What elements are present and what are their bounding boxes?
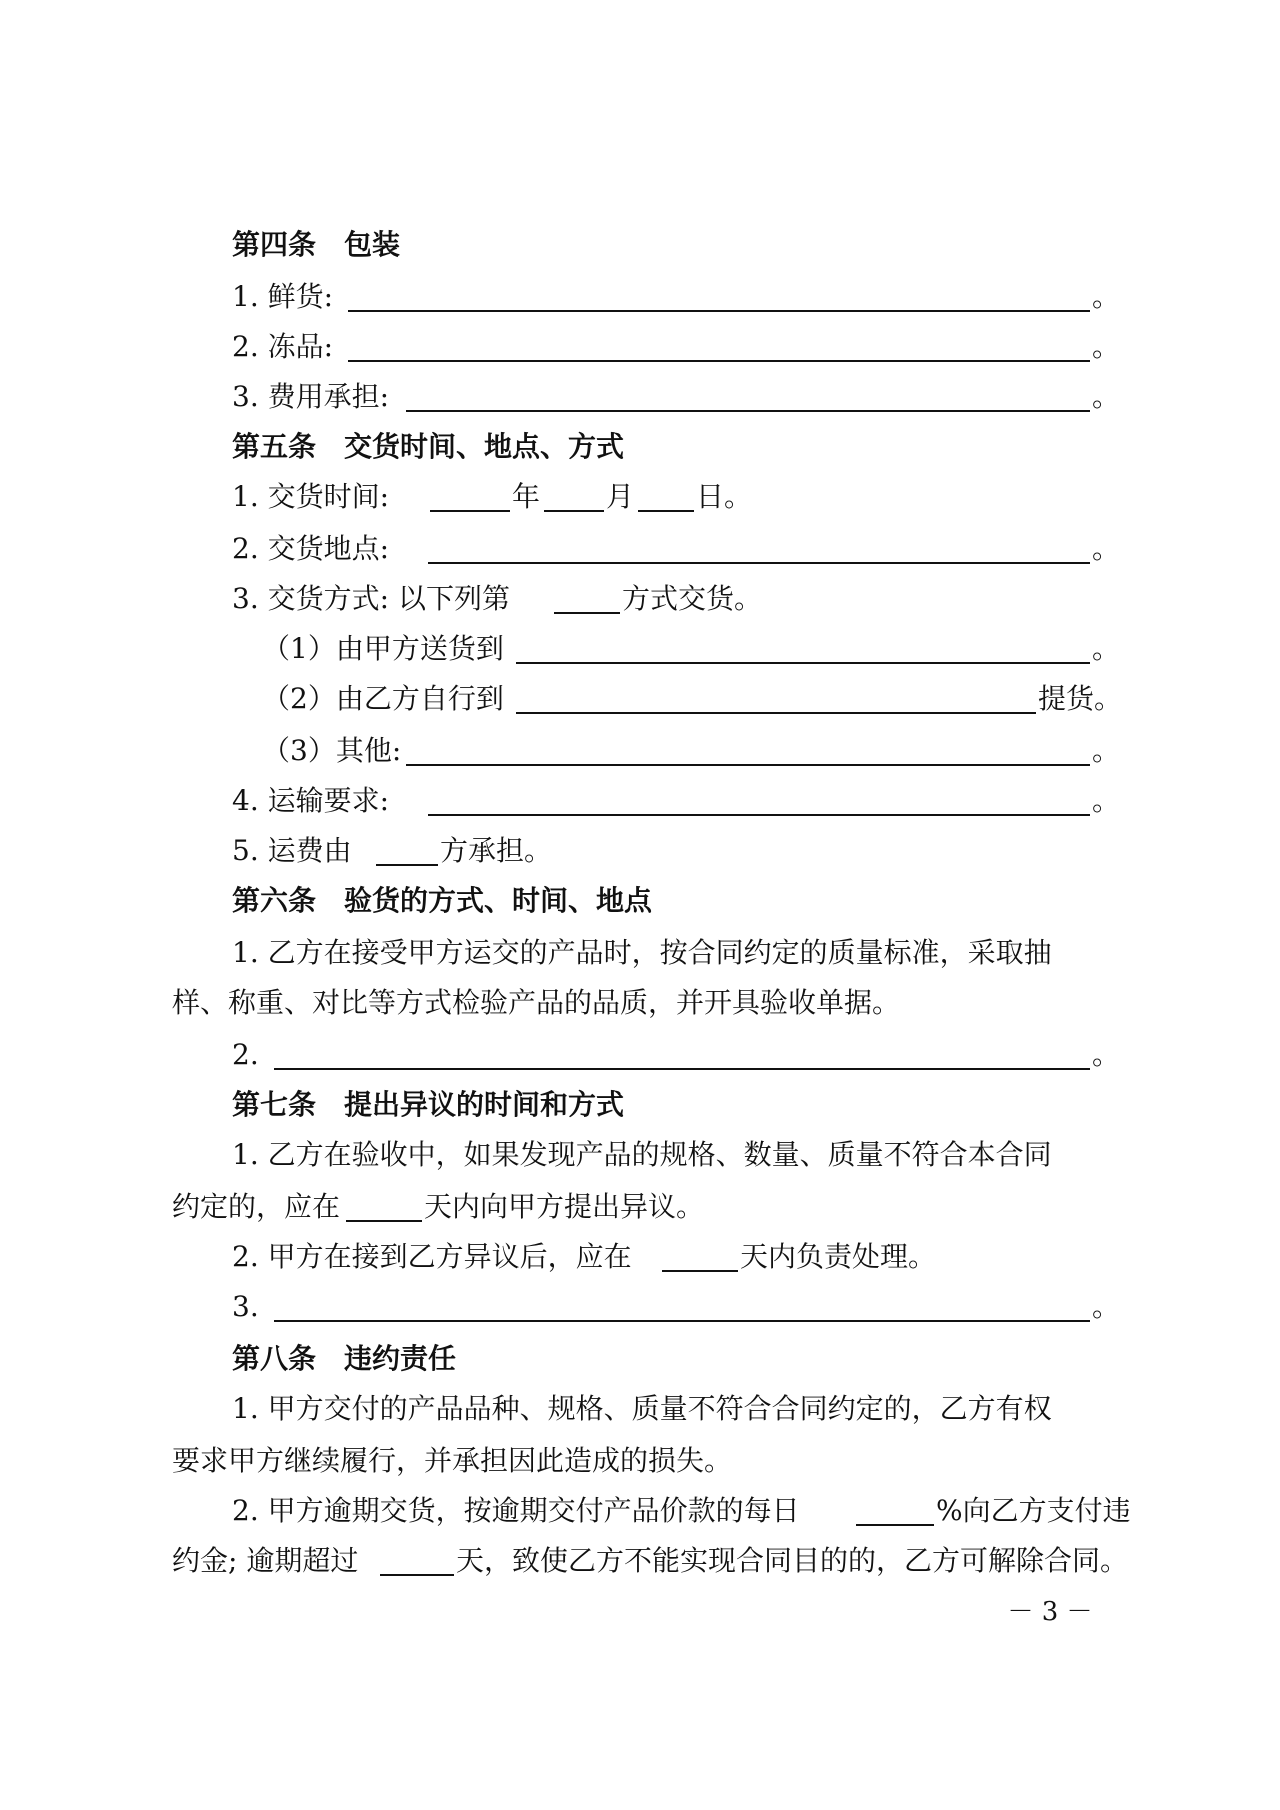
- fill-blank-handling-days[interactable]: [662, 1270, 738, 1272]
- option-end: 。: [1092, 734, 1121, 767]
- article-5-item-3: [0, 574, 1280, 624]
- option-label: （3）其他:: [262, 734, 402, 767]
- article-8-heading: [0, 1334, 1280, 1384]
- article-5-heading: [0, 422, 1280, 472]
- fill-blank-transport-requirements[interactable]: [428, 814, 1090, 816]
- heading-text: 第七条 提出异议的时间和方式: [232, 1088, 625, 1121]
- item-end: 。: [1092, 1290, 1121, 1323]
- heading-text: 第八条 违约责任: [232, 1342, 457, 1375]
- article-4-item-3: [0, 372, 1280, 422]
- item-end: 。: [1092, 1038, 1121, 1071]
- article-4-item-1: [0, 272, 1280, 322]
- day-label: 日。: [696, 480, 753, 513]
- year-label: 年: [512, 480, 541, 513]
- para-text: 1. 乙方在接受甲方运交的产品时，按合同约定的质量标准，采取抽: [232, 936, 1052, 969]
- fill-blank-freight-party[interactable]: [376, 864, 438, 866]
- fill-blank-month[interactable]: [544, 510, 604, 512]
- para-text: 1. 乙方在验收中，如果发现产品的规格、数量、质量不符合本合同: [232, 1138, 1052, 1171]
- article-5-item-5: [0, 826, 1280, 876]
- option-label: （1）由甲方送货到: [262, 632, 504, 665]
- item-label: 1. 鲜货:: [232, 280, 334, 313]
- article-5-option-2: [0, 674, 1280, 724]
- fill-blank-delivery-option[interactable]: [554, 612, 620, 614]
- article-7-para-2: [0, 1232, 1280, 1282]
- item-label: 2. 冻品:: [232, 330, 334, 363]
- item-end: 方式交货。: [622, 582, 763, 615]
- fill-blank-day[interactable]: [638, 510, 694, 512]
- article-7-item-3: [0, 1282, 1280, 1332]
- fill-blank-year[interactable]: [430, 510, 510, 512]
- para-text: 约定的，应在: [172, 1190, 341, 1223]
- article-8-para-1-line-1: [0, 1384, 1280, 1434]
- item-label: 2.: [232, 1038, 259, 1071]
- item-label: 2. 交货地点:: [232, 532, 390, 565]
- article-5-option-1: [0, 624, 1280, 674]
- article-6-heading: [0, 876, 1280, 926]
- article-5-option-3: [0, 726, 1280, 776]
- fill-blank-overdue-days[interactable]: [380, 1574, 454, 1576]
- option-end: 提货。: [1038, 682, 1123, 715]
- item-end: 方承担。: [440, 834, 553, 867]
- item-end: 。: [1092, 784, 1121, 817]
- para-text: 约金; 逾期超过: [172, 1544, 359, 1577]
- item-label: 3. 交货方式: 以下列第: [232, 582, 510, 615]
- article-5-item-4: [0, 776, 1280, 826]
- article-4-item-2: [0, 322, 1280, 372]
- article-8-para-2-line-1: [0, 1486, 1280, 1536]
- item-label: 3.: [232, 1290, 259, 1323]
- para-text: 天，致使乙方不能实现合同目的的，乙方可解除合同。: [456, 1544, 1129, 1577]
- article-4-heading: [0, 220, 1280, 270]
- para-text: 天内负责处理。: [740, 1240, 937, 1273]
- fill-blank-other-method[interactable]: [406, 764, 1090, 766]
- fill-blank-delivery-place[interactable]: [428, 562, 1090, 564]
- fill-blank-frozen-goods[interactable]: [348, 360, 1090, 362]
- item-label: 1. 交货时间:: [232, 480, 390, 513]
- article-6-para-1-line-1: [0, 928, 1280, 978]
- article-6-para-1-line-2: [0, 978, 1280, 1028]
- para-text: 1. 甲方交付的产品品种、规格、质量不符合合同约定的，乙方有权: [232, 1392, 1052, 1425]
- item-end: 。: [1092, 330, 1121, 363]
- fill-blank-seller-delivery-place[interactable]: [516, 662, 1090, 664]
- article-8-para-2-line-2: [0, 1536, 1280, 1586]
- option-label: （2）由乙方自行到: [262, 682, 504, 715]
- item-end: 。: [1092, 532, 1121, 565]
- para-text: 样、称重、对比等方式检验产品的品质，并开具验收单据。: [172, 986, 901, 1019]
- para-text: 要求甲方继续履行，并承担因此造成的损失。: [172, 1444, 733, 1477]
- article-7-para-1-line-2: [0, 1182, 1280, 1232]
- article-5-item-2: [0, 524, 1280, 574]
- item-end: 。: [1092, 380, 1121, 413]
- fill-blank-objection-days[interactable]: [346, 1220, 422, 1222]
- para-text: 2. 甲方逾期交货，按逾期交付产品价款的每日: [232, 1494, 800, 1527]
- heading-text: 第四条 包装: [232, 228, 401, 261]
- fill-blank-fresh-goods[interactable]: [348, 310, 1090, 312]
- fill-blank-buyer-pickup-place[interactable]: [516, 712, 1036, 714]
- page-number: － 3 －: [1007, 1597, 1093, 1627]
- item-label: 3. 费用承担:: [232, 380, 390, 413]
- option-end: 。: [1092, 632, 1121, 665]
- para-text: 2. 甲方在接到乙方异议后，应在: [232, 1240, 632, 1273]
- article-7-heading: [0, 1080, 1280, 1130]
- article-6-item-2: [0, 1030, 1280, 1080]
- article-5-item-1: [0, 472, 1280, 522]
- heading-text: 第五条 交货时间、地点、方式: [232, 430, 625, 463]
- article-8-para-1-line-2: [0, 1436, 1280, 1486]
- item-end: 。: [1092, 280, 1121, 313]
- item-label: 5. 运费由: [232, 834, 352, 867]
- fill-blank-objection-clause[interactable]: [274, 1320, 1090, 1322]
- para-text: 天内向甲方提出异议。: [424, 1190, 705, 1223]
- article-7-para-1-line-1: [0, 1130, 1280, 1180]
- fill-blank-daily-penalty-percent[interactable]: [856, 1524, 934, 1526]
- fill-blank-cost-bearing[interactable]: [406, 410, 1090, 412]
- item-label: 4. 运输要求:: [232, 784, 390, 817]
- heading-text: 第六条 验货的方式、时间、地点: [232, 884, 653, 917]
- para-text: %向乙方支付违: [936, 1494, 1131, 1527]
- fill-blank-inspection-clause[interactable]: [274, 1068, 1090, 1070]
- month-label: 月: [606, 480, 635, 513]
